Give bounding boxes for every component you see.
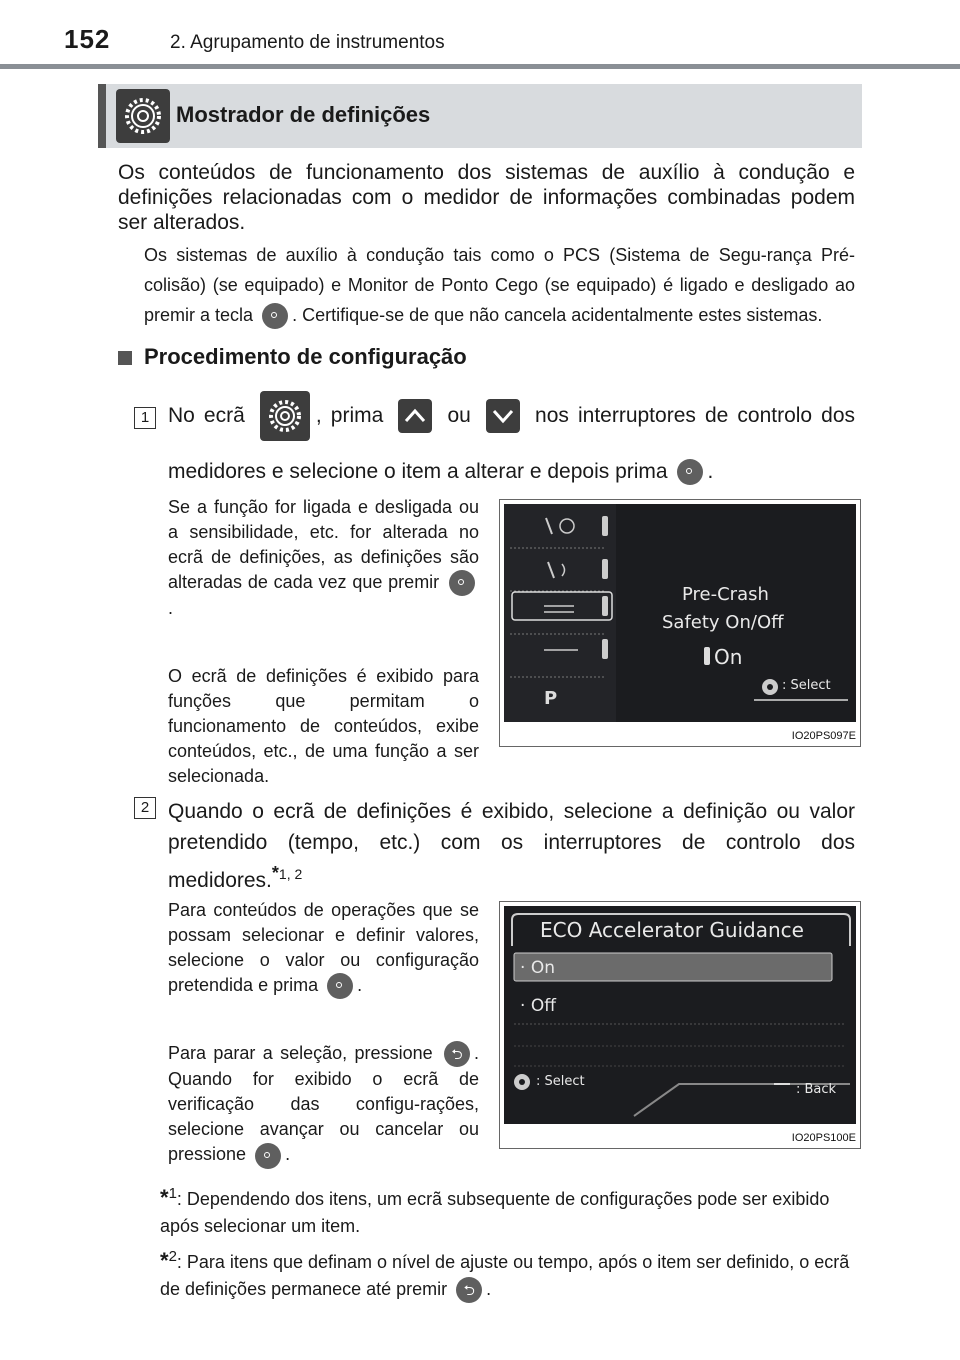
figure-caption: IO20PS100E <box>791 1132 856 1144</box>
note-text-after: . Certifique-se de que não cancela acidentalmente estes sistemas. <box>292 305 823 325</box>
eco-guidance-screen-figure <box>499 901 861 1149</box>
option-on: · On <box>520 958 555 978</box>
svg-text:P: P <box>544 688 558 709</box>
option-off: · Off <box>520 996 556 1016</box>
screen-line-1: Pre-Crash <box>682 584 769 605</box>
back-button-icon: ⮌ <box>444 1041 470 1067</box>
step-2-side-text-1: Para conteúdos de operações que se possam selecionar e definir valores, selecione o valor ou configuração pretendida e prima . <box>168 898 479 999</box>
screen-back-label: : Back <box>796 1082 837 1097</box>
screen-select-label: : Select <box>782 678 831 693</box>
chevron-up-icon <box>398 399 432 433</box>
dial-button-icon <box>327 973 353 999</box>
step-2-text: Quando o ecrã de definições é exibido, selecione a definição ou valor pretendido (tempo, etc.) com os interruptores de controlo dos medidores.$^{*1, 2}$ <box>168 800 855 892</box>
note-text-before: Os sistemas de auxílio à condução tais como o PCS (Sistema de Segu-rança Pré-colisão) (se equipado) e Monitor de Ponto Cego (se equipado) é ligado e desligado ao premir a tecla <box>144 245 855 325</box>
heading-title: Mostrador de definições <box>176 102 431 127</box>
chapter-title: 2. Agrupamento de instrumentos <box>170 32 445 53</box>
eco-guidance-screen <box>504 906 856 1124</box>
step-1-side-text-2: O ecrã de definições é exibido para funções que permitam o funcionamento de conteúdos, exibe conteúdos, etc., de uma função a ser selecionada. <box>168 666 479 786</box>
dial-button-icon <box>262 303 288 329</box>
dial-button-icon <box>449 570 475 596</box>
step-1-marker: 1 <box>134 407 156 429</box>
section-bullet <box>118 351 132 365</box>
note-paragraph <box>144 240 855 330</box>
screen-line-2: Safety On/Off <box>662 612 784 633</box>
step-2-side-text-2: Para parar a seleção, pressione ⮌ . Quando for exibido o ecrã de verificação das configu-rações, selecione avançar ou cancelar ou pressione . <box>168 1041 479 1169</box>
dial-button-icon <box>677 459 703 485</box>
gear-icon <box>116 89 170 143</box>
header-rule <box>0 64 960 69</box>
page-number: 152 <box>64 24 111 54</box>
section-title: Procedimento de configuração <box>144 344 467 369</box>
settings-gear-icon <box>260 391 310 441</box>
step-1-side-text-1: Se a função for ligada e desligada ou a sensibilidade, etc. for alterada no ecrã de definições, as definições são alteradas de cada vez que premir . <box>168 497 479 619</box>
intro-paragraph: Os conteúdos de funcionamento dos sistemas de auxílio à condução e definições relacionadas com o medidor de informações combinadas podem ser alterados. <box>118 161 855 234</box>
dial-button-icon <box>255 1143 281 1169</box>
chevron-down-icon <box>486 399 520 433</box>
screen-title: ECO Accelerator Guidance <box>540 918 804 942</box>
back-button-icon: ⮌ <box>456 1277 482 1303</box>
step-1-text: No ecrã , prima ou nos interruptores de controlo dos medidores e selecione o item a alterar e depois prima . <box>168 388 855 500</box>
footnote-1: *$^1$: Dependendo dos itens, um ecrã subsequente de configurações pode ser exibido após selecionar um item. <box>160 1185 830 1236</box>
step-2-marker: 2 <box>134 797 156 819</box>
figure-caption: IO20PS097E <box>791 730 856 742</box>
screen-state: On <box>714 645 743 669</box>
pre-crash-screen-figure <box>499 499 861 747</box>
pre-crash-screen <box>504 504 856 722</box>
footnote-2: *$^2$: Para itens que definam o nível de ajuste ou tempo, após o item ser definido, o ecrã de definições permanece até premir ⮌ . <box>160 1243 855 1303</box>
screen-select-label: : Select <box>536 1074 585 1089</box>
